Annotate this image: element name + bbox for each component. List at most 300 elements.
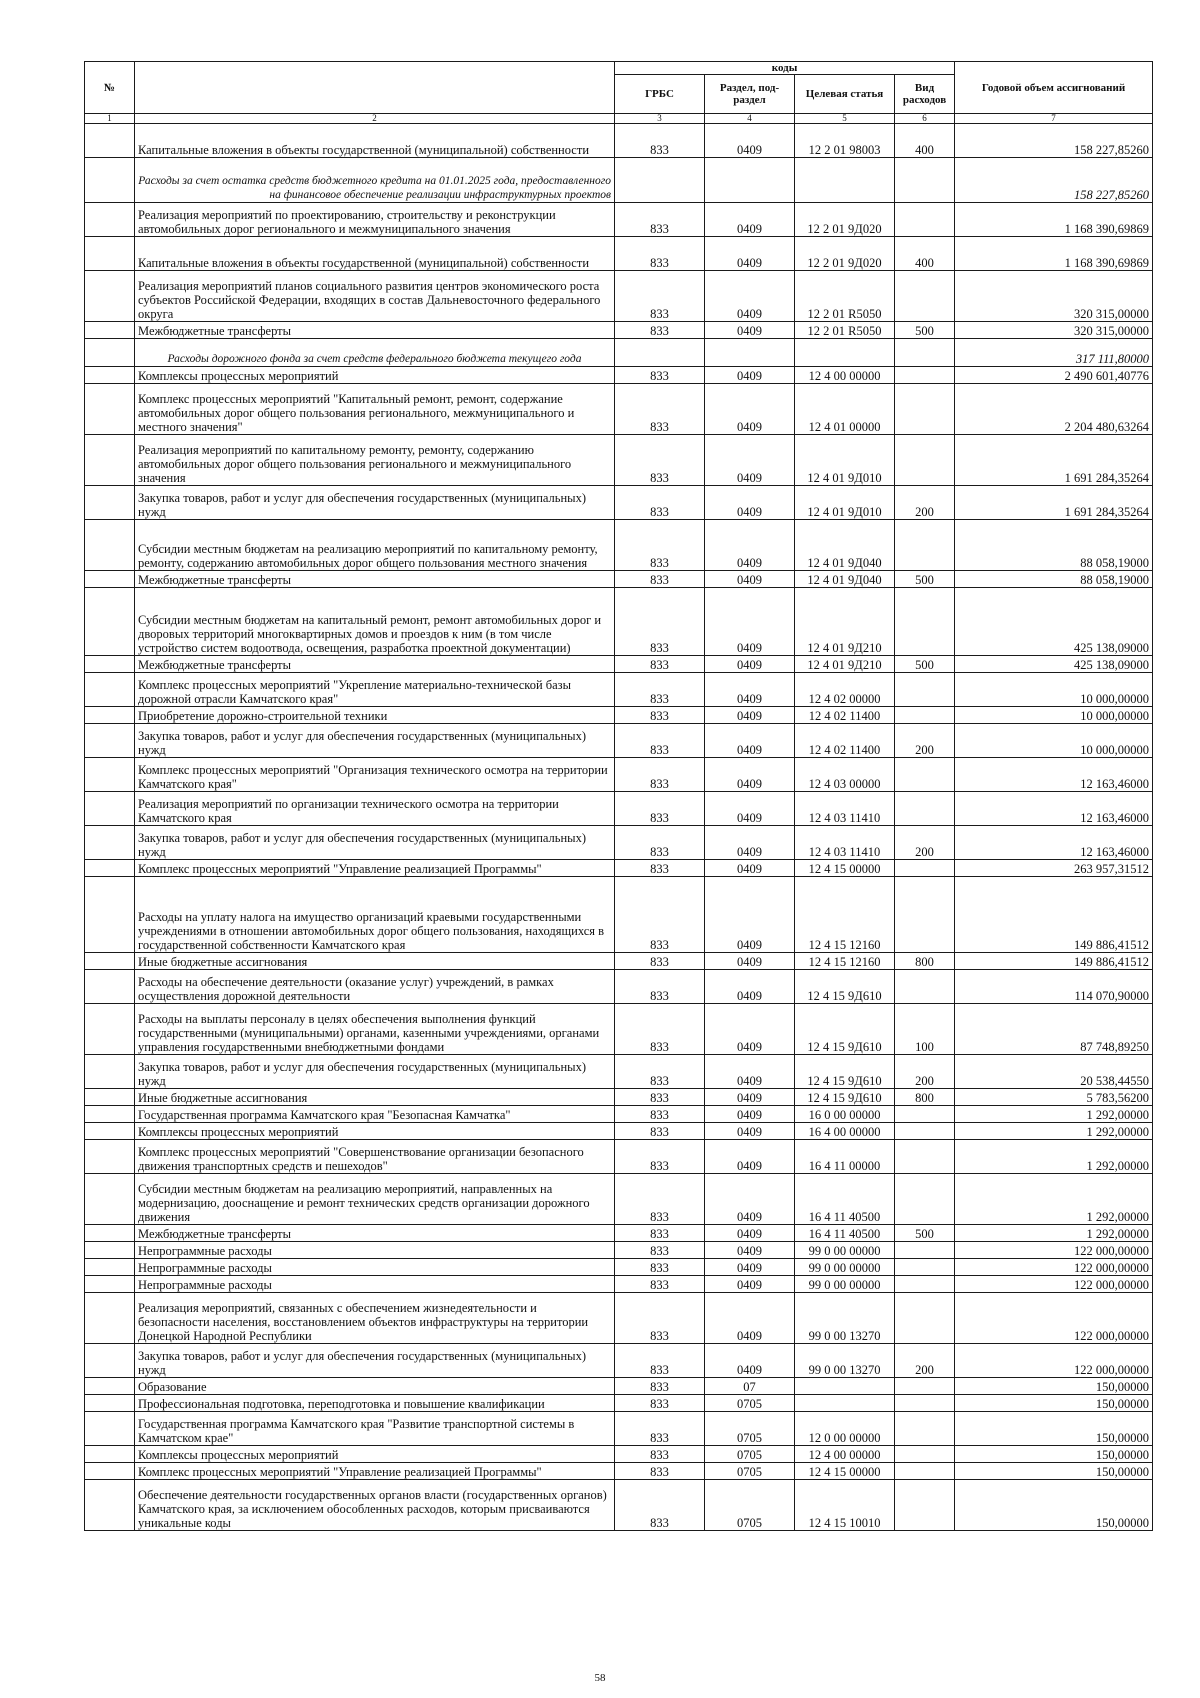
cell-name: Реализация мероприятий по организации технического осмотра на территории Камчатского края [135, 792, 615, 826]
cell-cs: 12 4 03 11410 [795, 792, 895, 826]
cell-amount: 317 111,80000 [955, 339, 1153, 367]
header-exptype: Вид расходов [895, 75, 955, 114]
cell-cs: 12 4 15 00000 [795, 1463, 895, 1480]
table-row [85, 970, 1153, 1004]
cell-grbs: 833 [615, 1276, 705, 1293]
cell-amount: 425 138,09000 [955, 656, 1153, 673]
cell-num [85, 877, 135, 953]
cell-amount: 1 292,00000 [955, 1106, 1153, 1123]
page-number: 58 [594, 1672, 606, 1684]
cell-razdel: 0409 [705, 271, 795, 322]
cell-cs: 12 4 02 11400 [795, 707, 895, 724]
cell-name: Закупка товаров, работ и услуг для обеспечения государственных (муниципальных) нужд [135, 486, 615, 520]
cell-vr [895, 970, 955, 1004]
table-row [85, 435, 1153, 486]
cell-grbs [615, 339, 705, 367]
header-num: № [85, 62, 135, 114]
cell-vr: 100 [895, 1004, 955, 1055]
header-annual: Годовой объем ассигнований [955, 62, 1153, 114]
cell-amount: 122 000,00000 [955, 1259, 1153, 1276]
cell-razdel: 0409 [705, 520, 795, 571]
cell-name: Закупка товаров, работ и услуг для обеспечения государственных (муниципальных) нужд [135, 1055, 615, 1089]
cell-amount: 320 315,00000 [955, 322, 1153, 339]
cell-grbs: 833 [615, 877, 705, 953]
cell-razdel: 0409 [705, 1106, 795, 1123]
cell-name: Иные бюджетные ассигнования [135, 953, 615, 970]
cell-amount: 12 163,46000 [955, 758, 1153, 792]
cell-cs: 12 4 03 00000 [795, 758, 895, 792]
cell-cs: 99 0 00 00000 [795, 1259, 895, 1276]
colnum-2: 2 [135, 114, 615, 124]
cell-cs: 12 0 00 00000 [795, 1412, 895, 1446]
cell-cs: 12 4 00 00000 [795, 1446, 895, 1463]
cell-vr [895, 384, 955, 435]
cell-grbs: 833 [615, 673, 705, 707]
cell-name: Комплекс процессных мероприятий "Управление реализацией Программы" [135, 1463, 615, 1480]
cell-grbs: 833 [615, 1344, 705, 1378]
cell-name: Межбюджетные трансферты [135, 322, 615, 339]
cell-num [85, 673, 135, 707]
cell-cs: 12 4 01 00000 [795, 384, 895, 435]
cell-cs: 12 4 15 00000 [795, 860, 895, 877]
cell-name: Закупка товаров, работ и услуг для обеспечения государственных (муниципальных) нужд [135, 1344, 615, 1378]
cell-grbs: 833 [615, 1225, 705, 1242]
table-row [85, 384, 1153, 435]
cell-cs: 12 4 01 9Д040 [795, 520, 895, 571]
cell-name: Межбюджетные трансферты [135, 571, 615, 588]
cell-cs: 99 0 00 13270 [795, 1293, 895, 1344]
cell-num [85, 322, 135, 339]
cell-num [85, 970, 135, 1004]
cell-razdel: 0409 [705, 588, 795, 656]
colnum-4: 4 [705, 114, 795, 124]
cell-razdel [705, 339, 795, 367]
cell-num [85, 1174, 135, 1225]
header-grbs: ГРБС [615, 75, 705, 114]
cell-razdel: 0409 [705, 1055, 795, 1089]
cell-amount: 12 163,46000 [955, 826, 1153, 860]
cell-cs: 12 4 01 9Д010 [795, 435, 895, 486]
cell-razdel: 0409 [705, 1259, 795, 1276]
cell-grbs: 833 [615, 758, 705, 792]
table-row [85, 237, 1153, 271]
table-row [85, 724, 1153, 758]
cell-razdel: 0409 [705, 1225, 795, 1242]
cell-num [85, 237, 135, 271]
cell-num [85, 826, 135, 860]
cell-grbs: 833 [615, 1395, 705, 1412]
cell-vr [895, 339, 955, 367]
cell-vr [895, 1480, 955, 1531]
cell-name: Комплекс процессных мероприятий "Управление реализацией Программы" [135, 860, 615, 877]
cell-amount: 263 957,31512 [955, 860, 1153, 877]
cell-vr [895, 271, 955, 322]
cell-name: Субсидии местным бюджетам на реализацию мероприятий, направленных на модернизацию, дооснащение и ремонт технических средств организации дорожного движения [135, 1174, 615, 1225]
cell-cs: 12 4 15 9Д610 [795, 970, 895, 1004]
cell-razdel: 0409 [705, 203, 795, 237]
cell-razdel [705, 158, 795, 203]
cell-cs: 12 4 15 9Д610 [795, 1055, 895, 1089]
cell-cs: 12 2 01 9Д020 [795, 237, 895, 271]
cell-grbs: 833 [615, 1378, 705, 1395]
cell-grbs: 833 [615, 322, 705, 339]
cell-razdel: 0409 [705, 1089, 795, 1106]
cell-name: Расходы дорожного фонда за счет средств федерального бюджета текущего года [135, 339, 615, 367]
cell-amount: 88 058,19000 [955, 571, 1153, 588]
cell-grbs: 833 [615, 367, 705, 384]
table-row [85, 656, 1153, 673]
cell-cs: 12 2 01 9Д020 [795, 203, 895, 237]
cell-vr: 200 [895, 826, 955, 860]
cell-amount: 5 783,56200 [955, 1089, 1153, 1106]
cell-razdel: 0409 [705, 1174, 795, 1225]
cell-cs: 12 4 01 9Д210 [795, 656, 895, 673]
cell-grbs: 833 [615, 1446, 705, 1463]
cell-num [85, 1106, 135, 1123]
cell-grbs: 833 [615, 792, 705, 826]
cell-grbs: 833 [615, 384, 705, 435]
cell-razdel: 0409 [705, 237, 795, 271]
table-row [85, 758, 1153, 792]
cell-razdel: 0705 [705, 1463, 795, 1480]
table-row [85, 860, 1153, 877]
table-row [85, 1225, 1153, 1242]
header-row-top [85, 62, 1153, 75]
cell-amount: 2 490 601,40776 [955, 367, 1153, 384]
cell-razdel: 0705 [705, 1412, 795, 1446]
cell-num [85, 1055, 135, 1089]
cell-razdel: 0409 [705, 1140, 795, 1174]
cell-amount: 158 227,85260 [955, 158, 1153, 203]
table-row [85, 1378, 1153, 1395]
table-row [85, 1480, 1153, 1531]
cell-grbs: 833 [615, 1140, 705, 1174]
cell-amount: 150,00000 [955, 1412, 1153, 1446]
cell-name: Расходы на выплаты персоналу в целях обеспечения выполнения функций государственными (муниципальными) органами, казенными учреждениями, органами управления государственными внебюджетными фондами [135, 1004, 615, 1055]
cell-num [85, 1259, 135, 1276]
cell-num [85, 588, 135, 656]
table-row [85, 1055, 1153, 1089]
cell-vr [895, 1463, 955, 1480]
table-row [85, 953, 1153, 970]
table-row [85, 1004, 1153, 1055]
cell-num [85, 1242, 135, 1259]
table-row [85, 1174, 1153, 1225]
cell-vr: 500 [895, 322, 955, 339]
cell-vr [895, 707, 955, 724]
table-row [85, 1140, 1153, 1174]
cell-cs: 16 4 11 00000 [795, 1140, 895, 1174]
cell-num [85, 1225, 135, 1242]
cell-name: Реализация мероприятий по проектированию, строительству и реконструкции автомобильных дорог регионального и межмуниципального значения [135, 203, 615, 237]
cell-num [85, 1395, 135, 1412]
cell-num [85, 384, 135, 435]
cell-razdel: 0409 [705, 970, 795, 1004]
colnum-3: 3 [615, 114, 705, 124]
cell-amount: 150,00000 [955, 1480, 1153, 1531]
cell-vr [895, 1123, 955, 1140]
cell-num [85, 1378, 135, 1395]
table-row [85, 1276, 1153, 1293]
cell-num [85, 124, 135, 158]
cell-amount: 149 886,41512 [955, 953, 1153, 970]
cell-name: Государственная программа Камчатского края "Безопасная Камчатка" [135, 1106, 615, 1123]
table-row [85, 158, 1153, 203]
cell-vr: 500 [895, 656, 955, 673]
cell-vr [895, 367, 955, 384]
cell-razdel: 0409 [705, 1293, 795, 1344]
cell-num [85, 656, 135, 673]
cell-grbs [615, 158, 705, 203]
cell-grbs: 833 [615, 1004, 705, 1055]
table-row [85, 1412, 1153, 1446]
cell-grbs: 833 [615, 203, 705, 237]
cell-razdel: 0409 [705, 1123, 795, 1140]
cell-cs: 12 4 15 12160 [795, 877, 895, 953]
cell-name: Образование [135, 1378, 615, 1395]
cell-razdel: 0409 [705, 435, 795, 486]
cell-grbs: 833 [615, 826, 705, 860]
cell-cs: 12 4 15 10010 [795, 1480, 895, 1531]
cell-vr: 200 [895, 1344, 955, 1378]
cell-vr [895, 1395, 955, 1412]
cell-razdel: 0409 [705, 124, 795, 158]
cell-razdel: 0409 [705, 758, 795, 792]
table-row [85, 486, 1153, 520]
cell-amount: 2 204 480,63264 [955, 384, 1153, 435]
cell-amount: 88 058,19000 [955, 520, 1153, 571]
cell-num [85, 158, 135, 203]
cell-amount: 1 168 390,69869 [955, 203, 1153, 237]
cell-grbs: 833 [615, 124, 705, 158]
cell-num [85, 953, 135, 970]
cell-num [85, 435, 135, 486]
table-row [85, 367, 1153, 384]
cell-cs: 99 0 00 00000 [795, 1276, 895, 1293]
cell-razdel: 0705 [705, 1446, 795, 1463]
cell-amount: 1 292,00000 [955, 1123, 1153, 1140]
cell-name: Непрограммные расходы [135, 1242, 615, 1259]
colnum-1: 1 [85, 114, 135, 124]
table-row [85, 1123, 1153, 1140]
table-row [85, 1446, 1153, 1463]
cell-amount: 20 538,44550 [955, 1055, 1153, 1089]
cell-num [85, 1293, 135, 1344]
cell-grbs: 833 [615, 571, 705, 588]
cell-num [85, 1463, 135, 1480]
table-row [85, 1259, 1153, 1276]
cell-name: Приобретение дорожно-строительной техники [135, 707, 615, 724]
cell-num [85, 1004, 135, 1055]
cell-num [85, 1089, 135, 1106]
cell-amount: 122 000,00000 [955, 1276, 1153, 1293]
cell-name: Межбюджетные трансферты [135, 656, 615, 673]
table-row [85, 1293, 1153, 1344]
cell-vr [895, 158, 955, 203]
cell-grbs: 833 [615, 1463, 705, 1480]
colnum-6: 6 [895, 114, 955, 124]
cell-cs: 12 4 01 9Д040 [795, 571, 895, 588]
cell-razdel: 0409 [705, 384, 795, 435]
cell-num [85, 486, 135, 520]
cell-cs: 12 4 15 9Д610 [795, 1004, 895, 1055]
cell-vr [895, 758, 955, 792]
cell-amount: 1 292,00000 [955, 1225, 1153, 1242]
cell-num [85, 271, 135, 322]
cell-num [85, 792, 135, 826]
cell-name: Реализация мероприятий планов социального развития центров экономического роста субъектов Российской Федерации, входящих в состав Дальневосточного федерального округа [135, 271, 615, 322]
cell-cs: 12 4 15 9Д610 [795, 1089, 895, 1106]
cell-vr [895, 1276, 955, 1293]
table-row [85, 877, 1153, 953]
cell-grbs: 833 [615, 707, 705, 724]
table-row [85, 673, 1153, 707]
cell-amount: 158 227,85260 [955, 124, 1153, 158]
cell-grbs: 833 [615, 1412, 705, 1446]
cell-razdel: 0409 [705, 877, 795, 953]
cell-razdel: 07 [705, 1378, 795, 1395]
colnum-5: 5 [795, 114, 895, 124]
cell-vr [895, 792, 955, 826]
cell-name: Реализация мероприятий по капитальному ремонту, ремонту, содержанию автомобильных дорог общего пользования регионального и межмуниципального значения [135, 435, 615, 486]
cell-name: Государственная программа Камчатского края "Развитие транспортной системы в Камчатском крае" [135, 1412, 615, 1446]
cell-grbs: 833 [615, 271, 705, 322]
cell-amount: 114 070,90000 [955, 970, 1153, 1004]
cell-name: Непрограммные расходы [135, 1276, 615, 1293]
cell-name: Комплекс процессных мероприятий "Капитальный ремонт, ремонт, содержание автомобильных дорог общего пользования регионального, межмуниципального и местного значения" [135, 384, 615, 435]
cell-cs: 12 4 03 11410 [795, 826, 895, 860]
cell-name: Непрограммные расходы [135, 1259, 615, 1276]
cell-razdel: 0409 [705, 707, 795, 724]
cell-amount: 150,00000 [955, 1463, 1153, 1480]
cell-num [85, 571, 135, 588]
cell-cs: 12 2 01 R5050 [795, 271, 895, 322]
cell-amount: 1 292,00000 [955, 1140, 1153, 1174]
cell-vr: 400 [895, 124, 955, 158]
header-section: Раздел, под-раздел [705, 75, 795, 114]
cell-razdel: 0409 [705, 656, 795, 673]
table-row [85, 520, 1153, 571]
cell-num [85, 758, 135, 792]
cell-cs [795, 158, 895, 203]
cell-num [85, 1446, 135, 1463]
table-row [85, 271, 1153, 322]
cell-vr [895, 1412, 955, 1446]
cell-name: Комплексы процессных мероприятий [135, 1446, 615, 1463]
cell-name: Обеспечение деятельности государственных органов власти (государственных органов) Камчатского края, за исключением обособленных расходов, которым присваиваются уникальные коды [135, 1480, 615, 1531]
cell-name: Капитальные вложения в объекты государственной (муниципальной) собственности [135, 124, 615, 158]
cell-vr: 500 [895, 571, 955, 588]
cell-amount: 10 000,00000 [955, 673, 1153, 707]
cell-amount: 1 168 390,69869 [955, 237, 1153, 271]
table-row [85, 1463, 1153, 1480]
column-number-row [85, 114, 1153, 124]
cell-name: Расходы за счет остатка средств бюджетного кредита на 01.01.2025 года, предоставленного на финансовое обеспечение реализации инфраструктурных проектов [135, 158, 615, 203]
table-row [85, 203, 1153, 237]
cell-cs: 12 4 02 11400 [795, 724, 895, 758]
cell-num [85, 724, 135, 758]
cell-amount: 1 691 284,35264 [955, 435, 1153, 486]
cell-cs: 12 4 02 00000 [795, 673, 895, 707]
cell-grbs: 833 [615, 1055, 705, 1089]
cell-num [85, 707, 135, 724]
cell-name: Субсидии местным бюджетам на реализацию мероприятий по капитальному ремонту, ремонту, содержанию автомобильных дорог общего пользования местного значения [135, 520, 615, 571]
cell-num [85, 1412, 135, 1446]
cell-vr: 200 [895, 486, 955, 520]
table-row [85, 1242, 1153, 1259]
cell-num [85, 1344, 135, 1378]
budget-page [84, 61, 1152, 1531]
cell-grbs: 833 [615, 1106, 705, 1123]
cell-num [85, 203, 135, 237]
cell-vr [895, 1293, 955, 1344]
table-row [85, 1106, 1153, 1123]
cell-vr: 200 [895, 1055, 955, 1089]
cell-razdel: 0409 [705, 367, 795, 384]
cell-vr: 200 [895, 724, 955, 758]
cell-cs: 12 4 15 12160 [795, 953, 895, 970]
cell-name: Профессиональная подготовка, переподготовка и повышение квалификации [135, 1395, 615, 1412]
cell-name: Иные бюджетные ассигнования [135, 1089, 615, 1106]
cell-vr [895, 1140, 955, 1174]
cell-grbs: 833 [615, 237, 705, 271]
cell-razdel: 0409 [705, 1242, 795, 1259]
cell-num [85, 860, 135, 877]
cell-razdel: 0409 [705, 724, 795, 758]
cell-amount: 10 000,00000 [955, 707, 1153, 724]
cell-amount: 425 138,09000 [955, 588, 1153, 656]
cell-razdel: 0409 [705, 673, 795, 707]
cell-amount: 10 000,00000 [955, 724, 1153, 758]
header-codes: коды [615, 62, 955, 75]
cell-grbs: 833 [615, 435, 705, 486]
cell-num [85, 1123, 135, 1140]
cell-cs: 12 4 01 9Д010 [795, 486, 895, 520]
cell-cs: 16 4 11 40500 [795, 1225, 895, 1242]
cell-razdel: 0409 [705, 1344, 795, 1378]
cell-cs: 99 0 00 13270 [795, 1344, 895, 1378]
cell-cs [795, 1395, 895, 1412]
cell-num [85, 520, 135, 571]
cell-vr [895, 673, 955, 707]
cell-grbs: 833 [615, 520, 705, 571]
cell-vr [895, 588, 955, 656]
table-row [85, 1395, 1153, 1412]
cell-vr [895, 1106, 955, 1123]
cell-vr [895, 520, 955, 571]
cell-razdel: 0409 [705, 571, 795, 588]
cell-grbs: 833 [615, 1259, 705, 1276]
cell-name: Расходы на обеспечение деятельности (оказание услуг) учреждений, в рамках осуществления дорожной деятельности [135, 970, 615, 1004]
cell-num [85, 367, 135, 384]
cell-amount: 150,00000 [955, 1446, 1153, 1463]
cell-name: Комплексы процессных мероприятий [135, 367, 615, 384]
cell-razdel: 0409 [705, 322, 795, 339]
cell-amount: 1 292,00000 [955, 1174, 1153, 1225]
cell-name: Субсидии местным бюджетам на капитальный ремонт, ремонт автомобильных дорог и дворовых территорий многоквартирных домов и проездов к ним (в том числе устройство систем водоотвода, освещения, разработка проектной документации) [135, 588, 615, 656]
cell-name: Комплекс процессных мероприятий "Укрепление материально-технической базы дорожной отрасли Камчатского края" [135, 673, 615, 707]
cell-cs: 16 0 00 00000 [795, 1106, 895, 1123]
cell-name: Межбюджетные трансферты [135, 1225, 615, 1242]
cell-cs [795, 339, 895, 367]
table-row [85, 1089, 1153, 1106]
cell-razdel: 0409 [705, 1004, 795, 1055]
cell-amount: 122 000,00000 [955, 1242, 1153, 1259]
table-row [85, 571, 1153, 588]
cell-amount: 122 000,00000 [955, 1293, 1153, 1344]
cell-cs: 99 0 00 00000 [795, 1242, 895, 1259]
cell-razdel: 0409 [705, 860, 795, 877]
